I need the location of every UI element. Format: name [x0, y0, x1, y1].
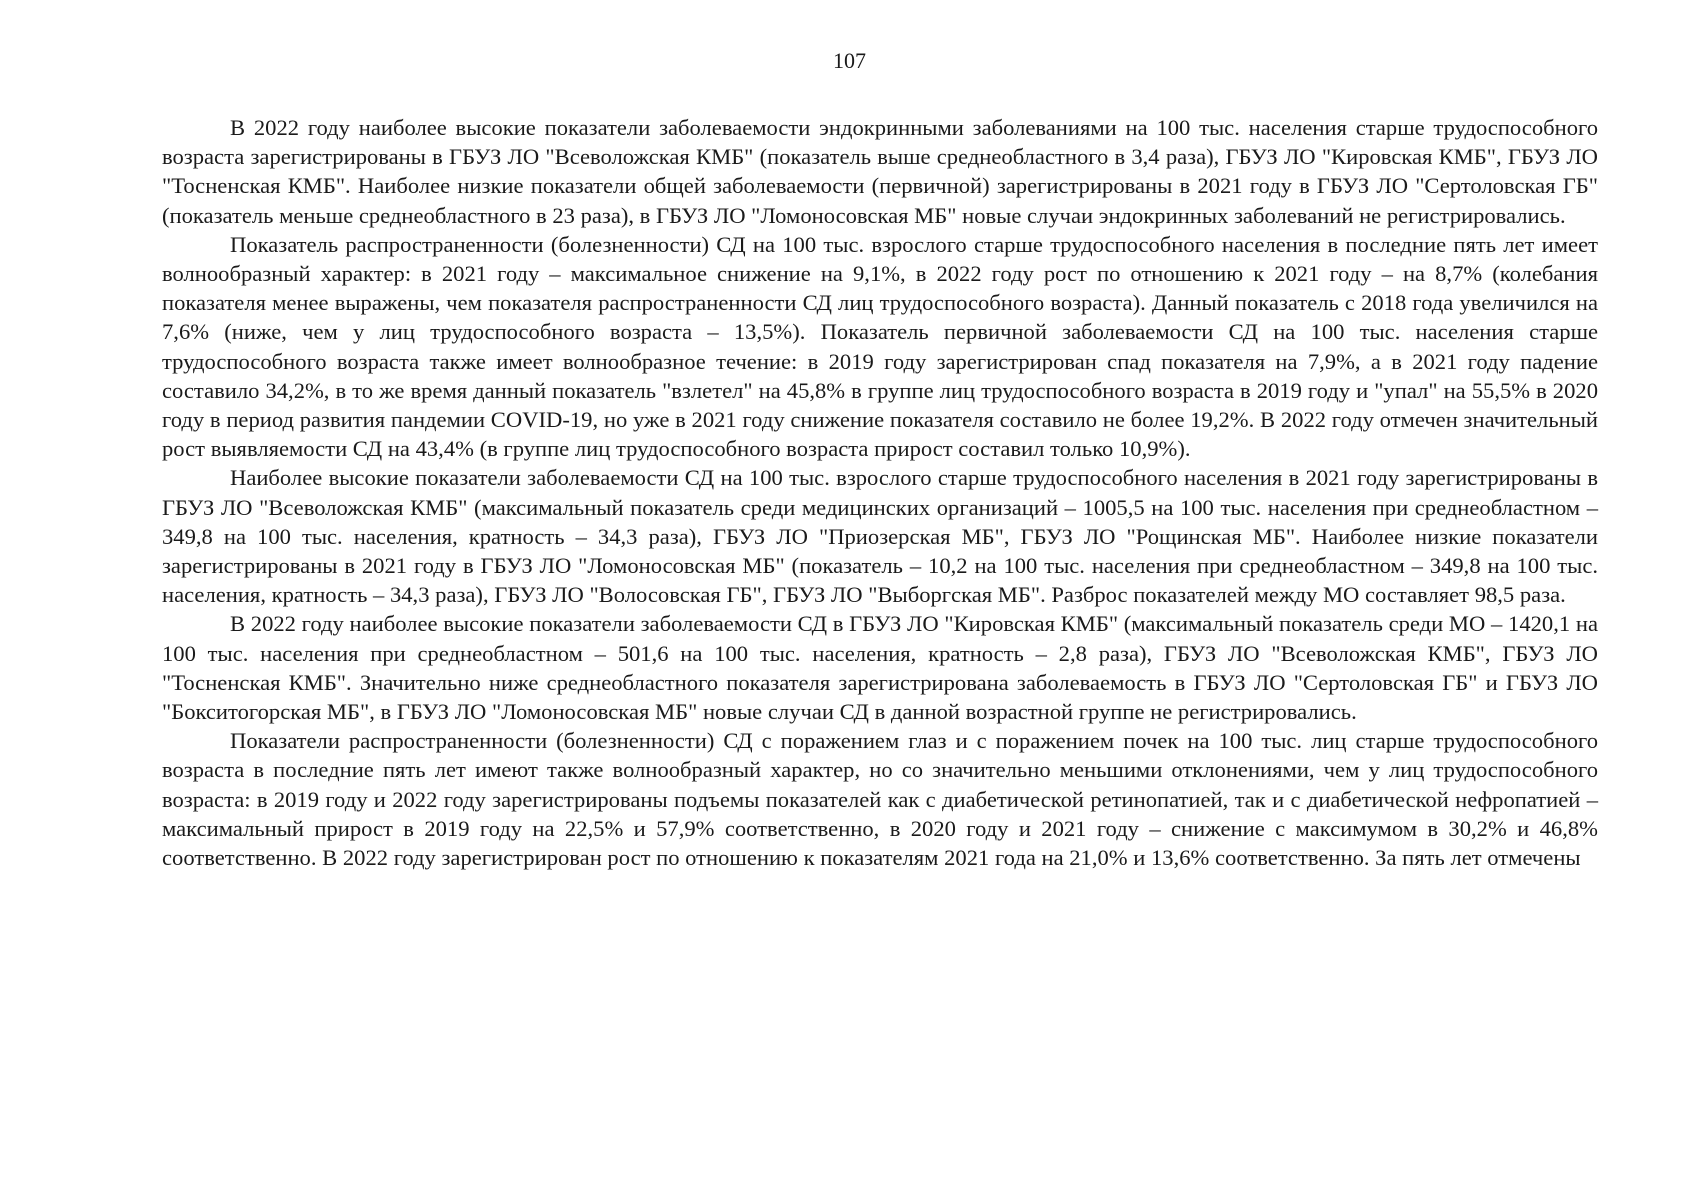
- document-body: [162, 113, 1598, 872]
- paragraph-diabetes-incidence-2021: Наиболее высокие показатели заболеваемости СД на 100 тыс. взрослого старше трудоспособного населения в 2021 году зарегистрированы в ГБУЗ ЛО "Всеволожская КМБ" (максимальный показатель среди медицинских организаций – 1005,5 на 100 тыс. населения при среднеобластном – 349,8 на 100 тыс. населения, кратность – 34,3 раза), ГБУЗ ЛО "Приозерская МБ", ГБУЗ ЛО "Рощинская МБ". Наиболее низкие показатели зарегистрированы в 2021 году в ГБУЗ ЛО "Ломоносовская МБ" (показатель – 10,2 на 100 тыс. населения при среднеобластном – 349,8 на 100 тыс. населения, кратность – 34,3 раза), ГБУЗ ЛО "Волосовская ГБ", ГБУЗ ЛО "Выборгская МБ". Разброс показателей между МО составляет 98,5 раза.: [162, 465, 1598, 608]
- paragraph-endocrine-incidence-2022: В 2022 году наиболее высокие показатели заболеваемости эндокринными заболеваниями на 100 тыс. населения старше трудоспособного возраста зарегистрированы в ГБУЗ ЛО "Всеволожская КМБ" (показатель выше среднеобластного в 3,4 раза), ГБУЗ ЛО "Кировская КМБ", ГБУЗ ЛО "Тосненская КМБ". Наиболее низкие показатели общей заболеваемости (первичной) зарегистрированы в 2021 году в ГБУЗ ЛО "Сертоловская ГБ" (показатель меньше среднеобластного в 23 раза), в ГБУЗ ЛО "Ломоносовская МБ" новые случаи эндокринных заболеваний не регистрировались.: [162, 115, 1598, 228]
- page-number: 107: [833, 48, 866, 73]
- paragraph-diabetes-prevalence-trend: Показатель распространенности (болезненности) СД на 100 тыс. взрослого старше трудоспособного населения в последние пять лет имеет волнообразный характер: в 2021 году – максимальное снижение на 9,1%, в 2022 году рост по отношению к 2021 году – на 8,7% (колебания показателя менее выражены, чем показателя распространенности СД лиц трудоспособного возраста). Данный показатель с 2018 года увеличился на 7,6% (ниже, чем у лиц трудоспособного возраста – 13,5%). Показатель первичной заболеваемости СД на 100 тыс. населения старше трудоспособного возраста также имеет волнообразное течение: в 2019 году зарегистрирован спад показателя на 7,9%, а в 2021 году падение составило 34,2%, в то же время данный показатель "взлетел" на 45,8% в группе лиц трудоспособного возраста в 2019 году и "упал" на 55,5% в 2020 году в период развития пандемии COVID-19, но уже в 2021 году снижение показателя составило не более 19,2%. В 2022 году отмечен значительный рост выявляемости СД на 43,4% (в группе лиц трудоспособного возраста прирост составил только 10,9%).: [162, 231, 1598, 462]
- paragraph-diabetes-complications: Показатели распространенности (болезненности) СД с поражением глаз и с поражением почек на 100 тыс. лиц старше трудоспособного возраста в последние пять лет имеют также волнообразный характер, но со значительно меньшими отклонениями, чем у лиц трудоспособного возраста: в 2019 году и 2022 году зарегистрированы подъемы показателей как с диабетической ретинопатией, так и с диабетической нефропатией – максимальный прирост в 2019 году на 22,5% и 57,9% соответственно, в 2020 году и 2021 году – снижение с максимумом в 30,2% и 46,8% соответственно. В 2022 году зарегистрирован рост по отношению к показателям 2021 года на 21,0% и 13,6% соответственно. За пять лет отмечены: [162, 728, 1598, 871]
- paragraph-diabetes-incidence-2022: В 2022 году наиболее высокие показатели заболеваемости СД в ГБУЗ ЛО "Кировская КМБ" (максимальный показатель среди МО – 1420,1 на 100 тыс. населения при среднеобластном – 501,6 на 100 тыс. населения, кратность – 2,8 раза), ГБУЗ ЛО "Всеволожская КМБ", ГБУЗ ЛО "Тосненская КМБ". Значительно ниже среднеобластного показателя зарегистрирована заболеваемость в ГБУЗ ЛО "Сертоловская ГБ" и ГБУЗ ЛО "Бокситогорская МБ", в ГБУЗ ЛО "Ломоносовская МБ" новые случаи СД в данной возрастной группе не регистрировались.: [162, 611, 1598, 725]
